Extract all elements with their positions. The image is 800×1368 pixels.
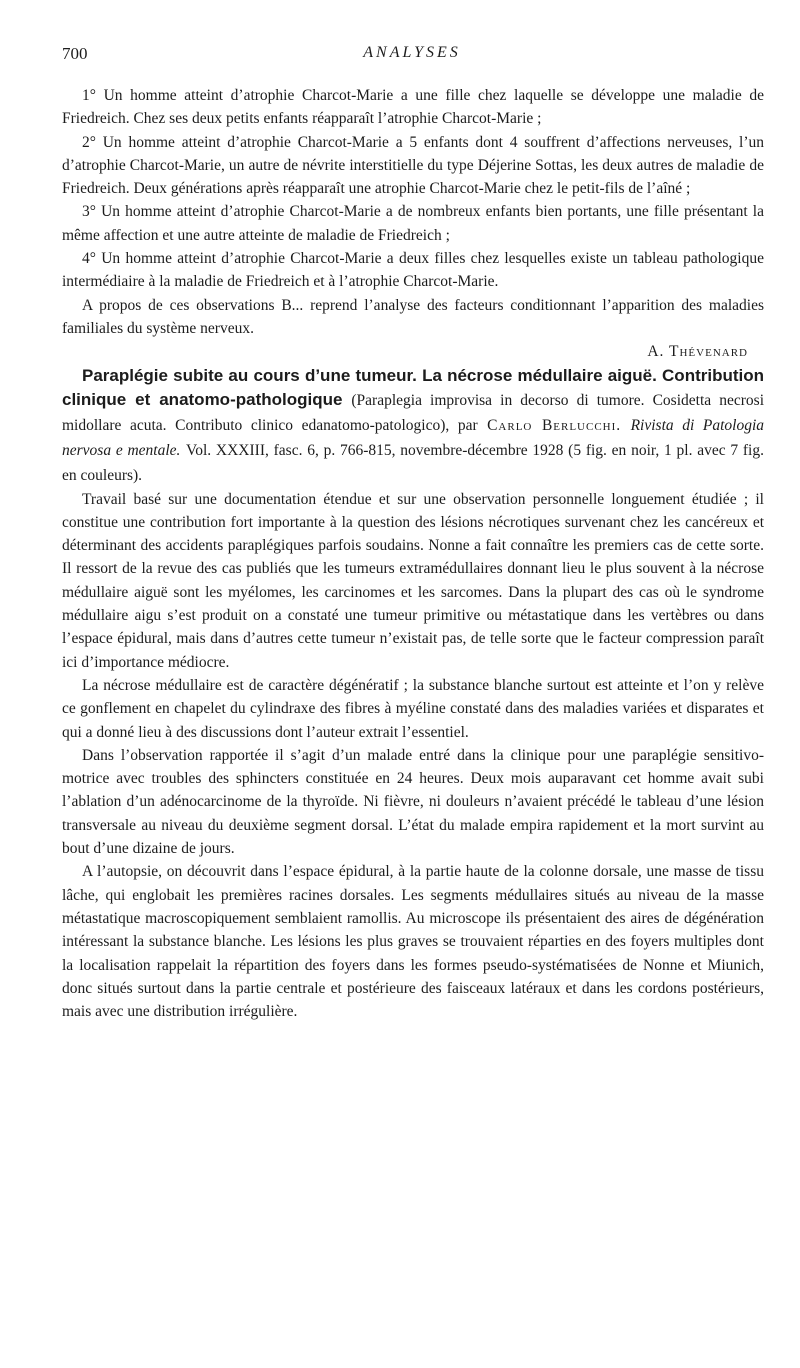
case-paragraph-3: 3° Un homme atteint d’atrophie Charcot-Marie a de nombreux enfants bien portants, une fille présentant la même affection et une autre atteinte de maladie de Friedreich ;	[62, 203, 764, 244]
case-paragraph-2: 2° Un homme atteint d’atrophie Charcot-Marie a 5 enfants dont 4 souffrent d’affections nerveuses, l’un d’atrophie Charcot-Marie, un autre de névrite interstitielle du type Déjerine Sottas, les deux autres de maladie de Friedreich. Deux générations après réapparaît une atrophie Charcot-Marie chez le petit-fils de l’aîné ;	[62, 133, 764, 198]
journal-name: Rivista di Patologia nervosa e mentale.	[62, 416, 764, 459]
case-paragraph-1: 1° Un homme atteint d’atrophie Charcot-Marie a une fille chez laquelle se développe une maladie de Friedreich. Chez ses deux petits enfants réapparaît l’atrophie Charcot-Marie ;	[62, 87, 764, 128]
signature-row	[62, 340, 764, 363]
article-title: Paraplégie subite au cours d’une tumeur. La nécrose médullaire aiguë. Contribution clinique et anatomo-pathologique	[62, 365, 764, 409]
body-paragraph-1: Travail basé sur une documentation étendue et sur une observation personnelle longuement étudiée ; il constitue une contribution fort importante à la question des lésions nécrotiques survenant chez les cancéreux et déterminant des accidents paraplégiques parfois soudains. Nonne a fait connaître les premiers cas de cette sorte. Il ressort de la revue des cas publiés que les tumeurs extramédullaires donnant lieu le plus souvent à la nécrose médullaire aiguë sont les myélomes, les carcinomes et les sarcomes. Dans la plupart des cas où le syndrome médullaire aigu s’est produit on a constaté une tumeur primitive ou métastatique dans les vertèbres ou dans l’espace épidural, mais dans d’autres cette tumeur n’existait pas, de telle sorte que le facteur compression paraît ici d’importance médiocre.	[62, 490, 764, 671]
article-heading	[62, 364, 764, 488]
case-paragraph-4: 4° Un homme atteint d’atrophie Charcot-Marie a deux filles chez lesquelles existe un tableau pathologique intermédiaire à la maladie de Friedreich et à l’atrophie Charcot-Marie.	[62, 250, 764, 291]
page-header	[62, 44, 762, 70]
page-content	[62, 84, 764, 1023]
page-number: 700	[62, 44, 88, 63]
running-head: ANALYSES	[363, 44, 461, 61]
original-title: (Paraplegia improvisa in decorso di tumore. Cosidetta necrosi midollare acuta. Contributo clinico edanatomo-patologico), par	[62, 391, 764, 434]
conclusion-paragraph	[62, 294, 764, 364]
body-paragraph-4: A l’autopsie, on découvrit dans l’espace épidural, à la partie haute de la colonne dorsale, une masse de tissu lâche, qui englobait les premières racines dorsales. Les segments médullaires situés au niveau de la masse métastatique macroscopiquement semblaient ramollis. Au microscope ils présentaient des aires de dégénération intéressant la substance blanche. Les lésions les plus graves se trouvaient réparties en des foyers multiples dont la localisation rappelait la répartition des foyers dans les formes pseudo-systématisées de Nonne et Miunich, donc situés surtout dans la partie centrale et postérieure des faisceaux latéraux et dans les cordons postérieurs, mais avec une distribution irrégulière.	[62, 863, 764, 1021]
conclusion-text: A propos de ces observations B... reprend l’analyse des facteurs conditionnant l’apparition des maladies familiales du système nerveux.	[62, 296, 764, 337]
body-paragraph-3: Dans l’observation rapportée il s’agit d’un malade entré dans la clinique pour une paraplégie sensitivo-motrice avec troubles des sphincters constituée en 24 heures. Deux mois auparavant cet homme avait subi l’ablation d’un adénocarcinome de la thyroïde. Ni fièvre, ni douleurs n’avaient précédé le tableau d’une lésion transversale au niveau du deuxième segment dorsal. L’état du malade empira rapidement et la mort survint au bout d’une dizaine de jours.	[62, 746, 764, 858]
reviewer-signature: A. Thévenard	[647, 343, 748, 361]
article-author: Carlo Berlucchi.	[487, 416, 622, 434]
journal-reference: Vol. XXXIII, fasc. 6, p. 766-815, novembre-décembre 1928 (5 fig. en noir, 1 pl. avec 7 fig. en couleurs).	[62, 441, 764, 484]
body-paragraph-2: La nécrose médullaire est de caractère dégénératif ; la substance blanche surtout est atteinte et l’on y relève ce gonflement en chapelet du cylindraxe des fibres à myéline constaté dans des maladies variées et disparates et qui a donné lieu à des discussions dont l’auteur extrait l’essentiel.	[62, 676, 764, 741]
